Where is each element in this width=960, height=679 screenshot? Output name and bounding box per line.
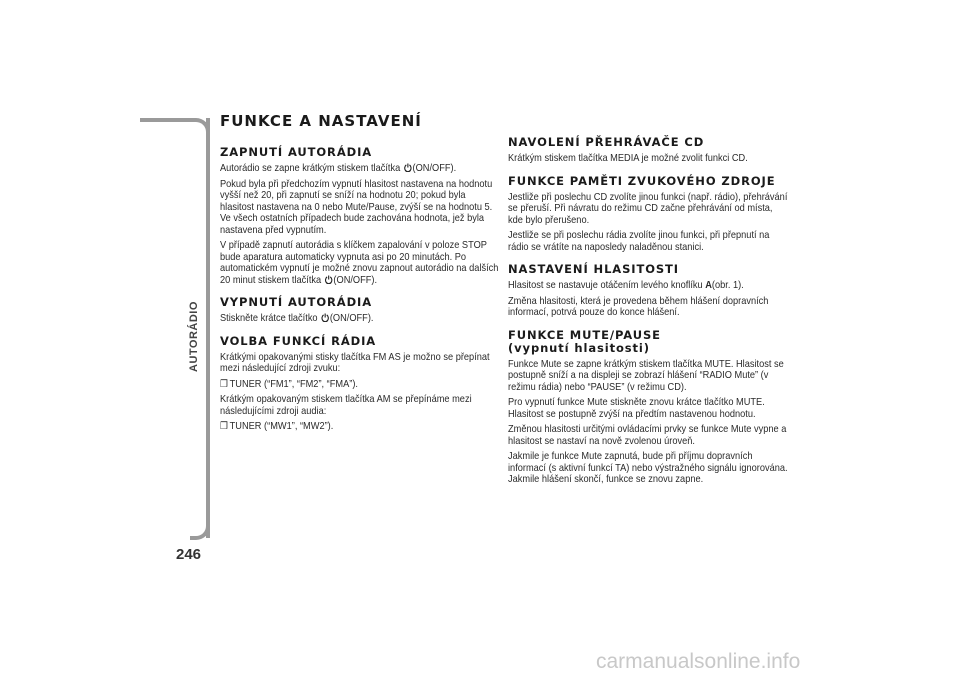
paragraph [508,280,790,292]
section-power-on [220,146,502,286]
paragraph: Funkce Mute se zapne krátkým stiskem tlačítka MUTE. Hlasitost se postupně sníží a na displeji se zobrazí hlášení “RADIO Mute” (v režimu rádia) nebo “PAUSE” (v režimu CD). [508,357,784,393]
paragraph: Změna hlasitosti, která je provedena během hlášení dopravních informací, potrvá pouze do konce hlášení. [508,294,769,318]
paragraph: Jestliže při poslechu CD zvolíte jinou funkci (např. rádio), přehrávání se přeruší. Při návratu do režimu CD začne přehrávání od místa, kde bylo přerušeno. [508,190,788,226]
section-heading: NASTAVENÍ HLASITOSTI [508,262,679,276]
section-heading: FUNKCE PAMĚTI ZVUKOVÉHO ZDROJE [508,173,776,188]
left-column [220,112,502,443]
paragraph: Pokud byla při předchozím vypnutí hlasitost nastavena na hodnotu vyšší než 20, při zapnutí se sníží na hodnotu 20; pokud byla hlasitost nastavena na 0 nebo Mute/Pause, zvýší se na hodnotu 5. Ve všech ostatních případech bude zachována hodnota, jež byla nastavena před vypnutím. [220,177,493,236]
section-power-off [220,296,502,325]
power-icon [404,163,412,172]
text: Hlasitost se nastavuje otáčením levého knoflíku [508,279,703,291]
section-mute-pause [508,329,790,486]
text: (ON/OFF). [333,273,378,286]
text: V případě zapnutí autorádia s klíčkem zapalování v poloze STOP bude aparatura automaticky vypnuta asi po 20 minutách. Po automatickém vypnutí je možné znovu zapnout autorádio na dalších 20 minut stiskem tlačítka [220,239,499,286]
bullet-item [220,421,502,433]
page-number: 246 [176,546,202,563]
paragraph: Krátkým opakovaným stiskem tlačítka AM se přepínáme mezi následujícími zdroji audia: [220,393,472,417]
watermark: carmanualsonline.info [596,650,801,673]
section-heading: ZAPNUTÍ AUTORÁDIA [220,145,373,159]
paragraph: Krátkými opakovanými stisky tlačítka FM AS je možno se přepínat mezi následující zdroji zvuku: [220,350,490,374]
heading-subtext: (vypnutí hlasitosti) [508,340,650,355]
paragraph [220,313,502,325]
power-icon [325,275,333,284]
paragraph: Pro vypnutí funkce Mute stiskněte znovu krátce tlačítko MUTE. Hlasitost se postupně zvýší na předtím nastavenou hodnotu. [508,396,765,420]
paragraph [220,240,502,286]
section-heading: NAVOLENÍ PŘEHRÁVAČE CD [508,135,705,149]
section-heading [508,329,790,355]
text: Stiskněte krátce tlačítko [220,312,318,324]
section-tab-label: AUTORÁDIO [188,301,200,372]
paragraph: Krátkým stiskem tlačítka MEDIA je možné zvolit funkci CD. [508,152,748,164]
section-volume [508,263,790,319]
checkbox-bullet-icon: ❒ [220,421,228,432]
text: TUNER (“MW1”, “MW2”). [229,420,334,432]
section-cd-select [508,136,790,165]
right-column [508,136,790,496]
bullet-item [220,379,502,391]
paragraph: Jestliže se při poslechu rádia zvolíte jinou funkci, při přepnutí na rádio se vrátíte na naposledy naladěnou stanici. [508,229,770,253]
section-source-memory [508,175,790,254]
text: (ON/OFF). [412,162,457,174]
section-heading: VOLBA FUNKCÍ RÁDIA [220,333,377,348]
paragraph: Změnou hlasitosti určitými ovládacími prvky se funkce Mute vypne a hlasitost se nastaví na nově zvolenou úroveň. [508,423,787,447]
paragraph: Jakmile je funkce Mute zapnutá, bude při příjmu dopravních informací (s aktivní funkcí TA) nebo výstražného signálu ignorována. Jakmile hlášení skončí, funkce se znovu zapne. [508,450,788,485]
text: TUNER (“FM1”, “FM2”, “FMA”). [229,377,358,390]
page-title: FUNKCE A NASTAVENÍ [220,112,422,130]
knob-reference: A [705,279,712,291]
text: (ON/OFF). [329,312,374,324]
power-icon [321,313,329,322]
checkbox-bullet-icon: ❒ [220,378,228,390]
heading-text: FUNKCE MUTE/PAUSE [508,327,661,342]
section-heading: VYPNUTÍ AUTORÁDIA [220,295,373,309]
text: Autorádio se zapne krátkým stiskem tlačítka [220,162,401,174]
section-radio-functions [220,335,502,433]
text: (obr. 1). [711,279,744,291]
paragraph [220,163,502,175]
